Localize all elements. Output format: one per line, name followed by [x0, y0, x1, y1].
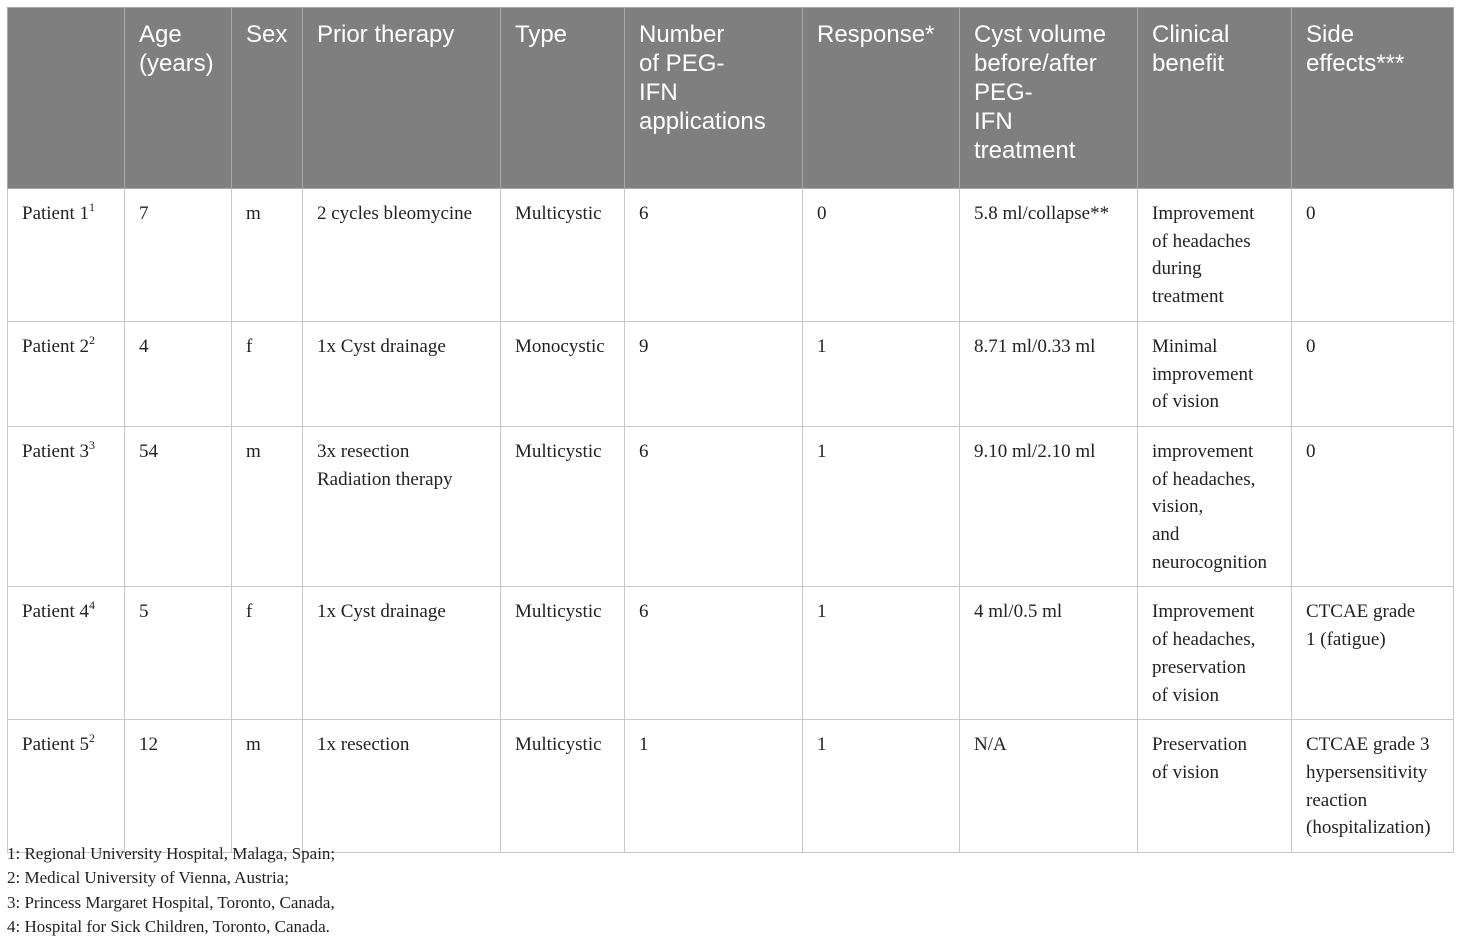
cell-prior-therapy-line: Radiation therapy — [317, 468, 453, 490]
cell-clinical-benefit-line: of vision — [1152, 391, 1220, 413]
cell-prior-therapy-line: 1x Cyst drainage — [317, 601, 446, 623]
cell-sex — [232, 189, 303, 322]
cell-prior-therapy — [303, 587, 501, 720]
header-text: before/after — [974, 50, 1097, 77]
cell-side-effects-line: 0 — [1306, 335, 1316, 357]
cell-side-effects-line: CTCAE grade — [1306, 601, 1416, 623]
header-text: Clinical — [1152, 21, 1230, 48]
header-text: effects*** — [1306, 50, 1405, 77]
cell-sex-text: m — [246, 734, 261, 756]
cell-side-effects — [1292, 321, 1454, 426]
cell-patient-text: Patient 3 — [22, 440, 90, 462]
cell-response — [803, 587, 960, 720]
cell-clinical-benefit-line: of vision — [1152, 684, 1220, 706]
column-header-sex — [232, 8, 303, 189]
cell-applications — [625, 720, 803, 853]
cell-age — [125, 189, 232, 322]
table-body — [8, 189, 1454, 853]
cell-side-effects — [1292, 720, 1454, 853]
header-text: of PEG- — [639, 50, 725, 77]
cell-side-effects — [1292, 189, 1454, 322]
table-row — [8, 587, 1454, 720]
cell-type-text: Monocystic — [515, 335, 605, 357]
column-header-clinical-benefit — [1138, 8, 1292, 189]
column-header-cyst-volume — [960, 8, 1138, 189]
column-header-prior-therapy — [303, 8, 501, 189]
institution-footnote-marker: 2 — [89, 731, 96, 746]
cell-side-effects — [1292, 426, 1454, 587]
header-text: (years) — [139, 50, 214, 77]
cell-clinical-benefit-line: of vision — [1152, 761, 1220, 783]
cell-sex-text: m — [246, 440, 261, 462]
header-text: treatment — [974, 137, 1076, 164]
cell-sex-text: f — [246, 335, 253, 357]
cell-applications — [625, 426, 803, 587]
cell-patient-text: Patient 4 — [22, 601, 90, 623]
patient-table-container — [7, 7, 1453, 853]
cell-response — [803, 321, 960, 426]
cell-type-text: Multicystic — [515, 203, 602, 224]
cell-applications-text: 6 — [639, 440, 649, 462]
header-text: IFN — [639, 79, 678, 106]
cell-response — [803, 189, 960, 322]
header-text: Cyst volume — [974, 21, 1107, 48]
cell-prior-therapy — [303, 189, 501, 322]
column-header-age — [125, 8, 232, 189]
cell-side-effects-line: 0 — [1306, 440, 1316, 462]
cell-sex — [232, 720, 303, 853]
cell-prior-therapy-line: 2 cycles bleomycine — [317, 203, 473, 224]
header-text: IFN — [974, 108, 1013, 135]
cell-clinical-benefit-line: vision, — [1152, 496, 1204, 518]
footnotes — [7, 842, 335, 939]
header-row — [8, 8, 1454, 189]
cell-age-text: 5 — [139, 601, 149, 623]
cell-type-text: Multicystic — [515, 734, 602, 756]
footnote: 4: Hospital for Sick Children, Toronto, Canada. — [7, 916, 330, 936]
cell-cyst-volume — [960, 321, 1138, 426]
cell-sex — [232, 321, 303, 426]
cell-applications-text: 9 — [639, 335, 649, 357]
cell-patient — [8, 426, 125, 587]
cell-cyst-volume — [960, 426, 1138, 587]
cell-clinical-benefit-line: neurocognition — [1152, 551, 1268, 573]
cell-patient — [8, 587, 125, 720]
cell-clinical-benefit-line: Minimal — [1152, 335, 1218, 357]
cell-clinical-benefit — [1138, 720, 1292, 853]
cell-applications — [625, 189, 803, 322]
patient-table — [7, 7, 1454, 853]
cell-sex — [232, 587, 303, 720]
institution-footnote-marker: 3 — [89, 437, 96, 452]
cell-patient-text: Patient 2 — [22, 335, 90, 357]
cell-patient-text: Patient 1 — [22, 203, 90, 224]
cell-prior-therapy — [303, 426, 501, 587]
cell-clinical-benefit-line: of headaches, — [1152, 629, 1256, 651]
cell-sex-text: f — [246, 601, 253, 623]
cell-clinical-benefit — [1138, 321, 1292, 426]
header-text: Sex — [246, 21, 288, 48]
cell-type-text: Multicystic — [515, 440, 602, 462]
cell-cyst-volume — [960, 720, 1138, 853]
column-header-patient — [8, 8, 125, 189]
cell-age — [125, 587, 232, 720]
header-text: Response* — [817, 21, 935, 48]
cell-response — [803, 720, 960, 853]
cell-cyst-volume — [960, 189, 1138, 322]
header-text: Type — [515, 21, 568, 48]
cell-prior-therapy — [303, 720, 501, 853]
table-row — [8, 321, 1454, 426]
cell-sex-text: m — [246, 203, 261, 224]
cell-clinical-benefit — [1138, 189, 1292, 322]
cell-age-text: 54 — [139, 440, 158, 462]
cell-side-effects-line: CTCAE grade 3 — [1306, 734, 1430, 756]
cell-side-effects — [1292, 587, 1454, 720]
footnote: 3: Princess Margaret Hospital, Toronto, Canada, — [7, 892, 335, 912]
table-row — [8, 189, 1454, 322]
cell-applications-text: 6 — [639, 601, 649, 623]
cell-age-text: 12 — [139, 734, 158, 756]
cell-type — [501, 426, 625, 587]
cell-side-effects-line: reaction — [1306, 789, 1368, 811]
institution-footnote-marker: 4 — [89, 598, 96, 613]
footnote: 1: Regional University Hospital, Malaga, Spain; — [7, 844, 336, 863]
cell-response — [803, 426, 960, 587]
cell-prior-therapy — [303, 321, 501, 426]
header-text: benefit — [1152, 50, 1225, 77]
header-text: Prior therapy — [317, 21, 455, 48]
cell-age-text: 4 — [139, 335, 149, 357]
cell-cyst-volume-text: 4 ml/0.5 ml — [974, 601, 1063, 623]
cell-clinical-benefit-line: during — [1152, 258, 1202, 280]
cell-prior-therapy-line: 3x resection — [317, 440, 410, 462]
cell-clinical-benefit-line: and — [1152, 524, 1180, 546]
cell-clinical-benefit — [1138, 426, 1292, 587]
header-text: Side — [1306, 21, 1355, 48]
footnote: 2: Medical University of Vienna, Austria; — [7, 868, 289, 888]
cell-patient — [8, 720, 125, 853]
cell-patient-text: Patient 5 — [22, 734, 90, 756]
cell-type — [501, 587, 625, 720]
column-header-applications — [625, 8, 803, 189]
cell-clinical-benefit-line: treatment — [1152, 286, 1224, 308]
table-row — [8, 426, 1454, 587]
cell-cyst-volume-text: 8.71 ml/0.33 ml — [974, 335, 1096, 357]
cell-response-text: 0 — [817, 203, 827, 224]
cell-type — [501, 321, 625, 426]
cell-age-text: 7 — [139, 203, 149, 224]
table-header — [8, 8, 1454, 189]
cell-side-effects-line: (hospitalization) — [1306, 817, 1431, 839]
cell-age — [125, 720, 232, 853]
cell-clinical-benefit-line: improvement — [1152, 363, 1254, 385]
cell-type — [501, 720, 625, 853]
cell-side-effects-line: 0 — [1306, 203, 1316, 224]
cell-prior-therapy-line: 1x resection — [317, 734, 410, 756]
cell-response-text: 1 — [817, 440, 827, 462]
cell-clinical-benefit-line: of headaches — [1152, 230, 1251, 252]
cell-response-text: 1 — [817, 734, 827, 756]
institution-footnote-marker: 2 — [89, 332, 96, 347]
cell-response-text: 1 — [817, 601, 827, 623]
cell-cyst-volume-text: 5.8 ml/collapse** — [974, 203, 1110, 224]
cell-applications — [625, 321, 803, 426]
table-row — [8, 720, 1454, 853]
column-header-response — [803, 8, 960, 189]
column-header-type — [501, 8, 625, 189]
cell-prior-therapy-line: 1x Cyst drainage — [317, 335, 446, 357]
institution-footnote-marker: 1 — [89, 200, 96, 214]
cell-side-effects-line: hypersensitivity — [1306, 761, 1428, 783]
cell-applications-text: 6 — [639, 203, 649, 224]
cell-clinical-benefit — [1138, 587, 1292, 720]
cell-clinical-benefit-line: improvement — [1152, 440, 1254, 462]
cell-type-text: Multicystic — [515, 601, 602, 623]
cell-patient — [8, 321, 125, 426]
cell-cyst-volume-text: N/A — [974, 734, 1007, 756]
cell-cyst-volume — [960, 587, 1138, 720]
cell-cyst-volume-text: 9.10 ml/2.10 ml — [974, 440, 1096, 462]
cell-applications-text: 1 — [639, 734, 649, 756]
header-text: Number — [639, 21, 725, 48]
cell-age — [125, 426, 232, 587]
cell-response-text: 1 — [817, 335, 827, 357]
header-text: Age — [139, 21, 182, 48]
cell-clinical-benefit-line: Preservation — [1152, 734, 1247, 756]
header-text: PEG- — [974, 79, 1033, 106]
cell-side-effects-line: 1 (fatigue) — [1306, 629, 1386, 651]
cell-clinical-benefit-line: Improvement — [1152, 203, 1255, 224]
cell-clinical-benefit-line: Improvement — [1152, 601, 1255, 623]
cell-applications — [625, 587, 803, 720]
cell-type — [501, 189, 625, 322]
column-header-side-effects — [1292, 8, 1454, 189]
cell-sex — [232, 426, 303, 587]
cell-clinical-benefit-line: of headaches, — [1152, 468, 1256, 490]
cell-patient — [8, 189, 125, 322]
cell-age — [125, 321, 232, 426]
header-text: applications — [639, 108, 766, 135]
cell-clinical-benefit-line: preservation — [1152, 656, 1246, 678]
